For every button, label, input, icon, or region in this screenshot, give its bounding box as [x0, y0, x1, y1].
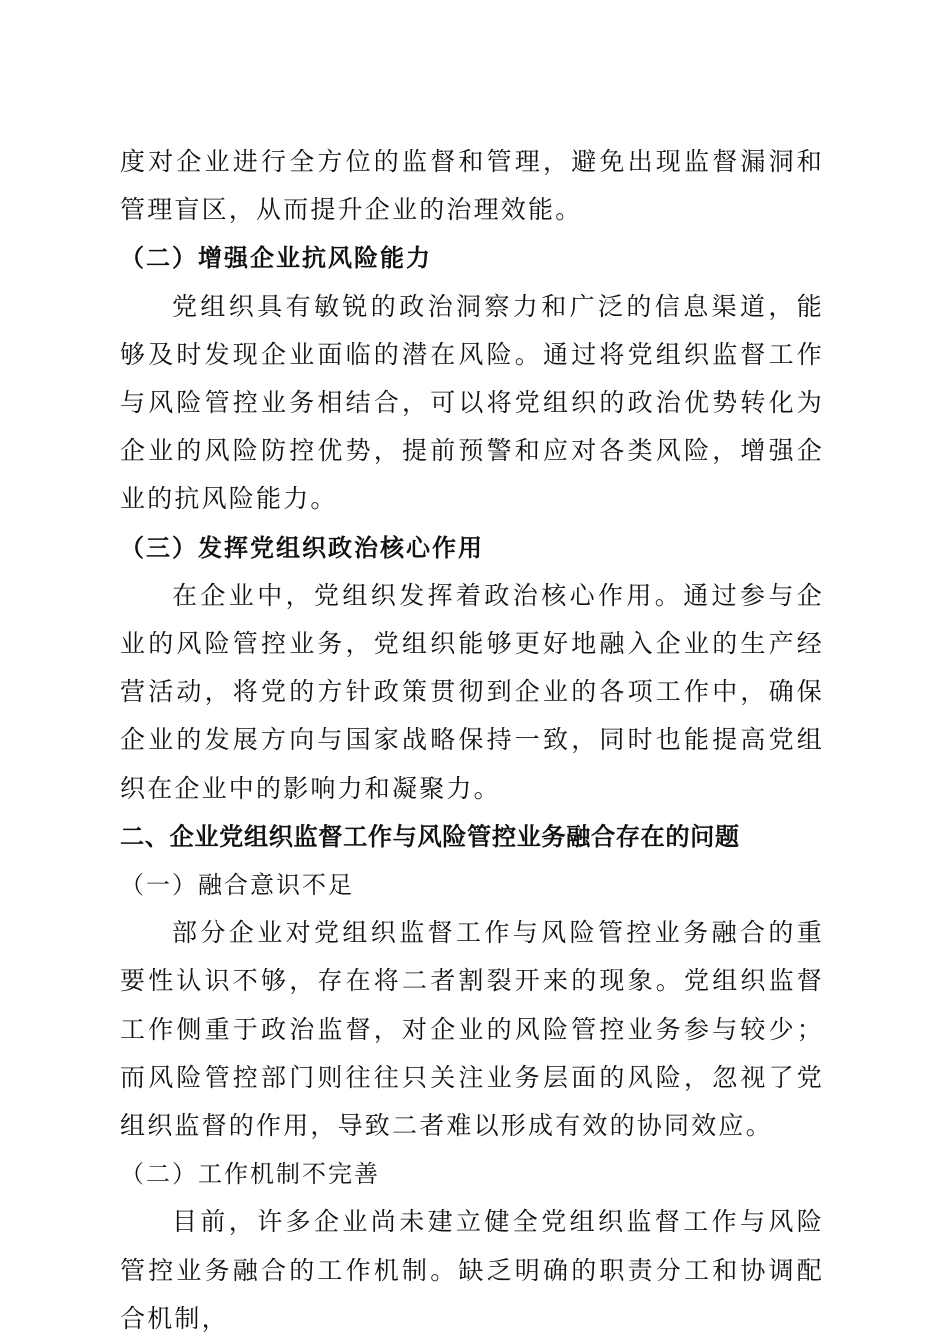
subheading-insufficient-awareness: （一）融合意识不足	[120, 871, 354, 900]
section-heading-problems: 二、企业党组织监督工作与风险管控业务融合存在的问题	[120, 822, 740, 851]
paragraph-political-core-role: 在企业中，党组织发挥着政治核心作用。通过参与企业的风险管控业务，党组织能够更好地融入企业的生产经营活动，将党的方针政策贯彻到企业的各项工作中，确保企业的发展方向与国家战略保持一致，同时也能提高党组织在企业中的影响力和凝聚力。	[120, 580, 824, 803]
subheading-enhance-risk-resistance: （二）增强企业抗风险能力	[120, 244, 432, 273]
paragraph-continuation: 度对企业进行全方位的监督和管理，避免出现监督漏洞和管理盲区，从而提升企业的治理效能。	[120, 147, 824, 225]
paragraph-imperfect-mechanism: 目前，许多企业尚未建立健全党组织监督工作与风险管控业务融合的工作机制。缺乏明确的职责分工和协调配合机制，	[120, 1207, 824, 1333]
paragraph-insufficient-awareness: 部分企业对党组织监督工作与风险管控业务融合的重要性认识不够，存在将二者割裂开来的现象。党组织监督工作侧重于政治监督，对企业的风险管控业务参与较少；而风险管控部门则往往只关注业务层面的风险，忽视了党组织监督的作用，导致二者难以形成有效的协同效应。	[120, 918, 824, 1141]
paragraph-risk-resistance: 党组织具有敏锐的政治洞察力和广泛的信息渠道，能够及时发现企业面临的潜在风险。通过将党组织监督工作与风险管控业务相结合，可以将党组织的政治优势转化为企业的风险防控优势，提前预警和应对各类风险，增强企业的抗风险能力。	[120, 291, 824, 514]
subheading-imperfect-mechanism: （二）工作机制不完善	[120, 1160, 380, 1189]
subheading-political-core-role: （三）发挥党组织政治核心作用	[120, 533, 484, 562]
document-body	[120, 138, 824, 1343]
